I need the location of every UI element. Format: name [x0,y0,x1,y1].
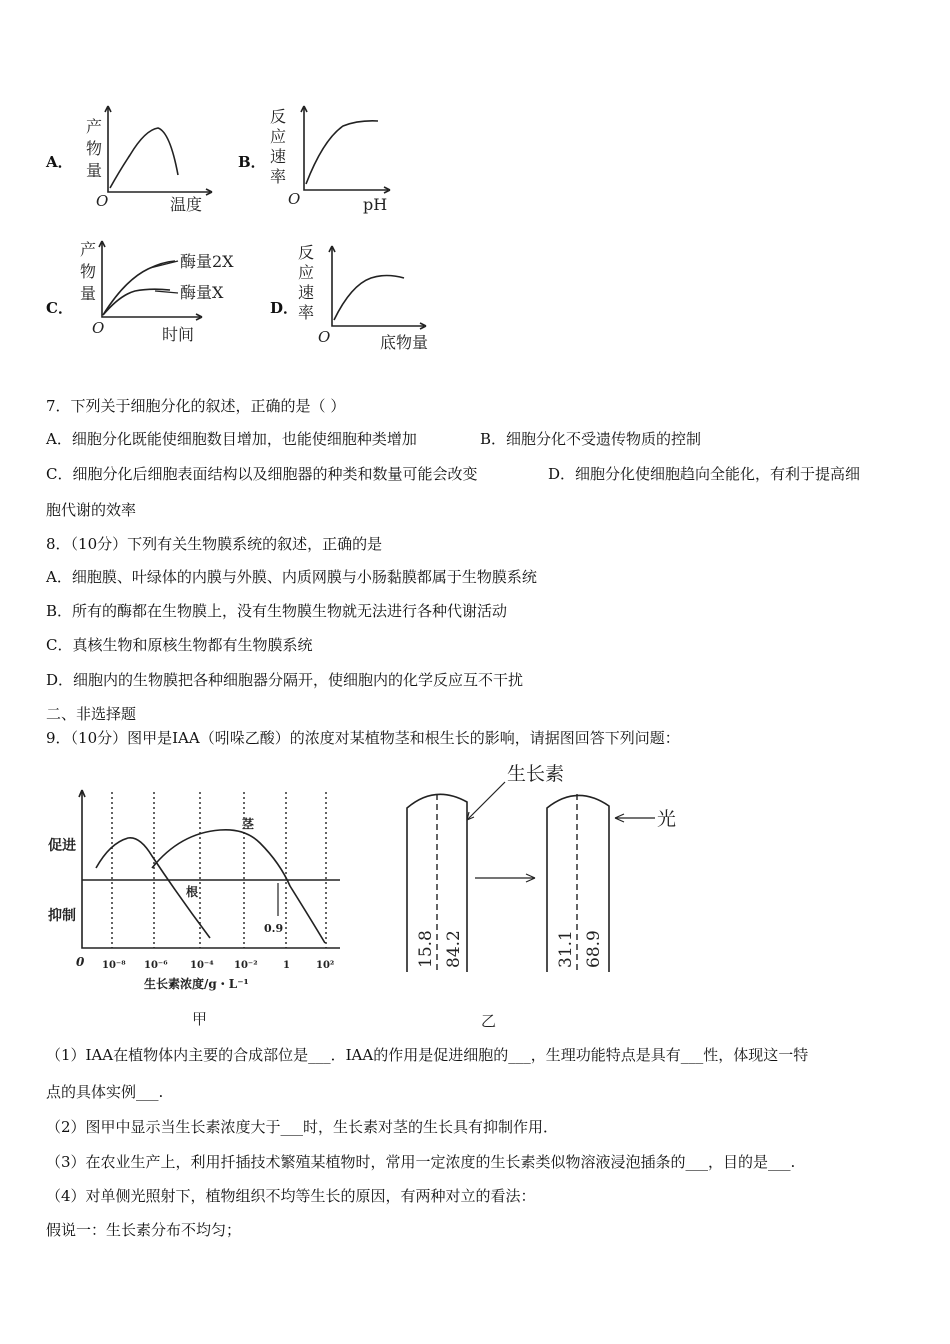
q7-stem: 7．下列关于细胞分化的叙述，正确的是（ ） [46,397,346,415]
option-a-label[interactable]: A． [46,153,73,171]
section-heading: 二、非选择题 [46,705,137,723]
q9-part-4: （4）对单侧光照射下，植物组织不均等生长的原因，有两种对立的看法： [46,1187,536,1205]
fig-yi-right-a: 31.1 [556,930,576,968]
graph-c-ylabel-2: 物 [80,262,97,281]
graph-a-xlabel: 温度 [170,195,203,214]
graph-c [70,235,270,355]
graph-b-xlabel: pH [363,195,388,214]
fig-jia-tick-5: 1 [283,960,290,971]
graph-c-line2: 酶量X [180,283,224,302]
q9-part-1: （1）IAA在植物体内主要的合成部位是___．IAA的作用是促进细胞的___，生理功能特点是具有___性，体现这一特 [46,1046,809,1064]
q7-option-c[interactable]: C．细胞分化后细胞表面结构以及细胞器的种类和数量可能会改变 [46,465,478,483]
q7-option-d-cont: 胞代谢的效率 [46,501,137,519]
q8-stem: 8．（10分）下列有关生物膜系统的叙述，正确的是 [46,535,383,553]
q9-hypothesis-1: 假说一：生长素分布不均匀； [46,1221,242,1239]
q9-part-2: （2）图甲中显示当生长素浓度大于___时，生长素对茎的生长具有抑制作用． [46,1118,559,1136]
graph-b-ylabel-2: 应 [270,127,287,146]
fig-jia-mark: 0.9 [264,922,284,935]
fig-jia-tick-1: 10⁻⁸ [102,960,126,971]
fig-jia-stem-label: 茎 [242,817,255,831]
fig-jia-stem-curve [152,830,325,943]
graph-b-ylabel-3: 速 [270,147,287,166]
graph-d-xlabel: 底物量 [380,333,429,352]
graph-c-curve-x [103,289,170,315]
graph-d-curve [334,276,404,321]
fig-jia-origin: 0 [76,955,85,969]
graph-d-ylabel-1: 反 [298,243,315,262]
fig-yi-right-b: 68.9 [584,930,604,968]
q7-option-d[interactable]: D．细胞分化使细胞趋向全能化，有利于提高细 [548,465,861,483]
graph-a-curve [110,128,178,188]
q8-option-c[interactable]: C．真核生物和原核生物都有生物膜系统 [46,636,313,654]
q9-part-1-cont: 点的具体实例___. [46,1083,164,1101]
graph-b-arrows [301,106,390,193]
fig-yi-auxin-pointer [467,782,505,820]
graph-a-ylabel-1: 产 [86,117,103,136]
graph-d-ylabel-4: 率 [298,303,315,322]
fig-jia-tick-6: 10² [316,960,335,971]
graph-a-ylabel-2: 物 [86,139,103,158]
fig-jia-xlabel: 生长素浓度/g・L⁻¹ [144,977,249,991]
graph-c-xlabel: 时间 [162,325,195,344]
q9-part-3: （3）在农业生产上，利用扦插技术繁殖某植物时，常用一定浓度的生长素类似物溶液浸泡插条的___，目的是___. [46,1153,796,1171]
graph-d-arrows [329,246,426,329]
graph-b-ylabel-4: 率 [270,167,287,186]
figure-yi [395,758,695,1033]
fig-jia-inhibit: 抑制 [48,908,76,924]
fig-jia-tick-2: 10⁻⁶ [144,960,168,971]
graph-c-ylabel-1: 产 [80,240,97,259]
q9-stem: 9．（10分）图甲是IAA（吲哚乙酸）的浓度对某植物茎和根生长的影响，请据图回答下列问题： [46,729,680,747]
fig-jia-caption: 甲 [192,1010,208,1028]
fig-jia-tick-3: 10⁻⁴ [190,960,214,971]
graph-c-origin: O [92,319,105,337]
graph-b [268,100,428,220]
fig-yi-left-a: 15.8 [416,930,436,968]
fig-jia-root-label: 根 [186,885,199,899]
graph-d [296,240,466,360]
graph-a-ylabel-3: 量 [86,161,103,180]
q7-option-b[interactable]: B．细胞分化不受遗传物质的控制 [480,430,702,448]
graph-c-ylabel-3: 量 [80,284,97,303]
graph-d-ylabel-2: 应 [298,263,315,282]
fig-yi-auxin: 生长素 [507,763,565,785]
q8-option-d[interactable]: D．细胞内的生物膜把各种细胞器分隔开，使细胞内的化学反应互不干扰 [46,671,524,689]
fig-jia-tick-4: 10⁻² [234,960,258,971]
fig-yi-light: 光 [657,808,677,830]
graph-c-leader-x [155,291,178,293]
graph-b-curve [306,121,378,184]
fig-jia-axes [82,792,340,948]
graph-a-axes [108,108,210,192]
graph-a-arrows [105,106,212,195]
graph-b-origin: O [288,190,301,208]
graph-b-ylabel-1: 反 [270,107,287,126]
fig-yi-caption: 乙 [481,1012,497,1030]
graph-d-origin: O [318,328,331,346]
option-c-label[interactable]: C． [46,299,73,317]
graph-a [70,100,230,220]
graph-c-line1: 酶量2X [180,252,234,271]
fig-yi-left-b: 84.2 [444,930,464,968]
q8-option-a[interactable]: A．细胞膜、叶绿体的内膜与外膜、内质网膜与小肠黏膜都属于生物膜系统 [46,568,537,586]
graph-a-origin: O [96,192,109,210]
option-d-label[interactable]: D． [270,299,299,317]
option-b-label[interactable]: B． [238,153,266,171]
q7-option-a[interactable]: A．细胞分化既能使细胞数目增加，也能使细胞种类增加 [46,430,417,448]
q8-option-b[interactable]: B．所有的酶都在生物膜上，没有生物膜生物就无法进行各种代谢活动 [46,602,508,620]
figure-jia [40,788,360,1033]
graph-d-axes [332,248,424,326]
fig-jia-gridlines [112,792,326,948]
graph-c-curve-2x [103,261,175,315]
graph-d-ylabel-3: 速 [298,283,315,302]
fig-jia-promote: 促进 [48,838,76,854]
